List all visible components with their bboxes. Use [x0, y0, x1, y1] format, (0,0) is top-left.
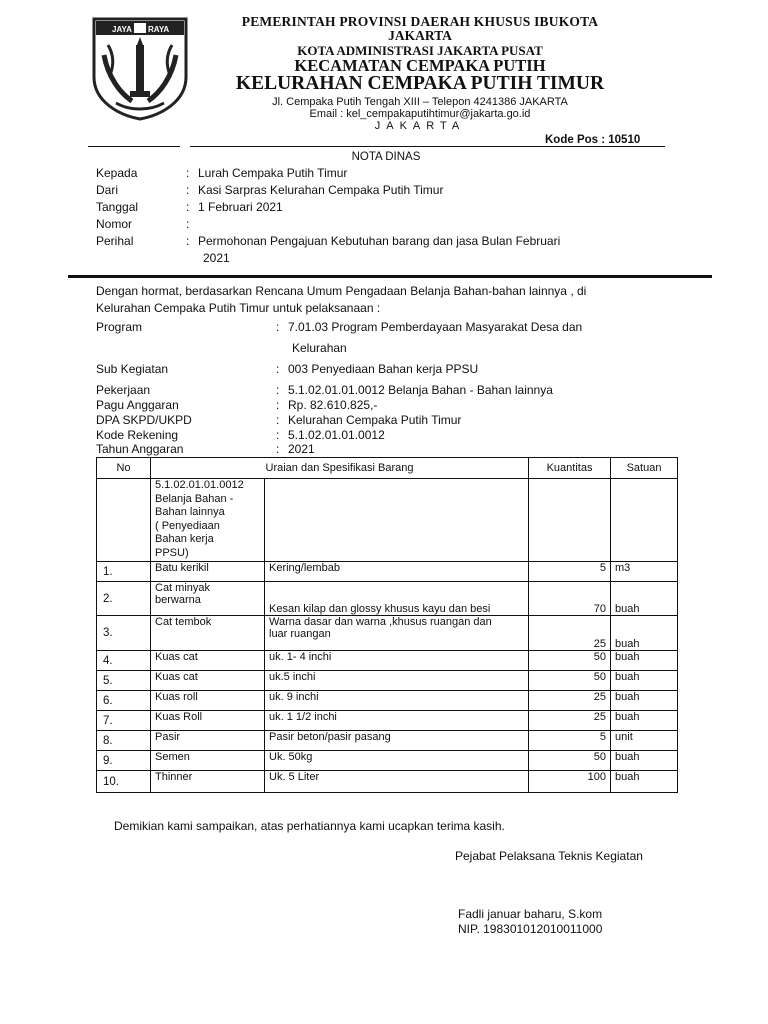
row-spec: Uk. 50kg [265, 751, 529, 771]
row-spec: uk. 1- 4 inchi [265, 651, 529, 671]
row-spec: Uk. 5 Liter [265, 771, 529, 793]
row-qty: 25 [529, 711, 611, 731]
row-item: Kuas cat [151, 671, 265, 691]
rule-left [88, 146, 180, 147]
letterhead-kecamatan: KECAMATAN CEMPAKA PUTIH [294, 56, 546, 75]
letterhead-kelurahan: KELURAHAN CEMPAKA PUTIH TIMUR [235, 73, 605, 94]
row-no: 8. [97, 731, 151, 751]
table-header-row [97, 458, 678, 479]
table-row [97, 751, 678, 771]
letterhead-address: Jl. Cempaka Putih Tengah XIII – Telepon 4241386 JAKARTA [272, 96, 568, 108]
table-row [97, 562, 678, 582]
row-unit: buah [611, 751, 678, 771]
program-colon: : [276, 398, 280, 412]
memo-colon: : [186, 166, 190, 180]
row-item: Kuas roll [151, 691, 265, 711]
memo-colon: : [186, 200, 190, 214]
row-no: 6. [97, 691, 151, 711]
row-spec: uk. 1 1/2 inchi [265, 711, 529, 731]
tahun-label: Tahun Anggaran [96, 442, 184, 456]
table-row [97, 691, 678, 711]
program-colon: : [276, 413, 280, 427]
items-table [96, 457, 678, 793]
rule-right [190, 146, 665, 147]
signer-name: Fadli januar baharu, S.kom [458, 907, 603, 921]
group-line: Bahan kerja [155, 533, 214, 545]
row-qty: 5 [529, 731, 611, 751]
memo-label-tanggal: Tanggal [96, 200, 139, 214]
group-line: 5.1.02.01.01.0012 [155, 479, 244, 491]
row-spec-line: luar ruangan [269, 628, 331, 640]
row-unit: unit [611, 731, 678, 751]
group-line: PPSU) [155, 546, 189, 559]
program-colon: : [276, 362, 280, 376]
letterhead-line-3: KOTA ADMINISTRASI JAKARTA PUSAT [297, 43, 543, 58]
dpa-value: Kelurahan Cempaka Putih Timur [288, 413, 462, 427]
memo-title: NOTA DINAS [351, 151, 421, 163]
row-item-line: Cat minyak [155, 582, 211, 594]
header-satuan: Satuan [611, 458, 678, 479]
opening-line-1: Dengan hormat, berdasarkan Rencana Umum Pengadaan Belanja Bahan-bahan lainnya , di [96, 284, 587, 298]
table-row [97, 616, 678, 651]
header-no: No [97, 458, 151, 479]
row-spec: uk. 9 inchi [265, 691, 529, 711]
row-qty: 50 [529, 751, 611, 771]
pagu-value: Rp. 82.610.825,- [288, 398, 378, 412]
row-qty: 70 [529, 582, 611, 616]
row-item: Batu kerikil [151, 562, 265, 582]
header-kuantitas: Kuantitas [529, 458, 611, 479]
row-unit: buah [611, 691, 678, 711]
row-item: Kuas Roll [151, 711, 265, 731]
emblem-text-right: RAYA [148, 25, 170, 34]
kode-rekening-label: Kode Rekening [96, 428, 179, 442]
table-row [97, 771, 678, 793]
group-line: Bahan lainnya [155, 506, 225, 518]
row-no: 3. [97, 616, 151, 651]
row-spec: Pasir beton/pasir pasang [265, 731, 529, 751]
group-line: Belanja Bahan - [155, 492, 234, 505]
signer-position: Pejabat Pelaksana Teknis Kegiatan [455, 849, 643, 863]
group-spec-cell [265, 479, 529, 562]
row-unit: buah [611, 582, 678, 616]
table-row [97, 651, 678, 671]
kode-rekening-value: 5.1.02.01.01.0012 [288, 428, 385, 442]
memo-value-perihal-cont: 2021 [203, 251, 230, 265]
pekerjaan-label: Pekerjaan [96, 383, 151, 397]
program-colon: : [276, 442, 280, 456]
memo-label-kepada: Kepada [96, 166, 138, 180]
memo-label-nomor: Nomor [96, 217, 133, 231]
dpa-label: DPA SKPD/UKPD [96, 413, 192, 427]
program-value: 7.01.03 Program Pemberdayaan Masyarakat Desa dan [288, 320, 583, 334]
postcode: Kode Pos : 10510 [545, 134, 641, 146]
group-no-cell [97, 479, 151, 562]
row-qty: 25 [529, 616, 611, 651]
table-row [97, 711, 678, 731]
program-value-cont: Kelurahan [292, 341, 347, 355]
letterhead-line-1: PEMERINTAH PROVINSI DAERAH KHUSUS IBUKOTA [241, 14, 599, 29]
row-unit: buah [611, 671, 678, 691]
row-qty: 50 [529, 671, 611, 691]
row-spec-line: Warna dasar dan warna ,khusus ruangan dan [269, 616, 492, 628]
program-colon: : [276, 383, 280, 397]
subkegiatan-label: Sub Kegiatan [96, 362, 169, 376]
row-no: 4. [97, 651, 151, 671]
group-qty-cell [529, 479, 611, 562]
memo-colon: : [186, 234, 190, 248]
table-row [97, 582, 678, 616]
table-row [97, 671, 678, 691]
tahun-value: 2021 [288, 442, 315, 456]
row-spec: Kering/lembab [265, 562, 529, 582]
emblem-text-left: JAYA [112, 25, 132, 34]
memo-value-dari: Kasi Sarpras Kelurahan Cempaka Putih Timur [198, 183, 444, 197]
memo-label-perihal: Perihal [96, 234, 134, 248]
row-no: 7. [97, 711, 151, 731]
row-no: 9. [97, 751, 151, 771]
group-line: ( Penyediaan [155, 519, 220, 532]
group-account-cell [151, 479, 265, 562]
memo-colon: : [186, 183, 190, 197]
row-spec: Kesan kilap dan glossy khusus kayu dan besi [265, 582, 529, 616]
row-spec [265, 616, 529, 651]
row-unit: buah [611, 616, 678, 651]
program-colon: : [276, 428, 280, 442]
header-uraian: Uraian dan Spesifikasi Barang [151, 458, 529, 479]
row-unit: buah [611, 711, 678, 731]
row-unit: buah [611, 651, 678, 671]
closing-text: Demikian kami sampaikan, atas perhatiannya kami ucapkan terima kasih. [114, 819, 505, 833]
row-qty: 25 [529, 691, 611, 711]
memo-colon: : [186, 217, 190, 231]
letterhead-line-2: JAKARTA [388, 28, 452, 43]
row-no: 10. [97, 771, 151, 793]
memo-label-dari: Dari [96, 183, 119, 197]
pekerjaan-value: 5.1.02.01.01.0012 Belanja Bahan - Bahan lainnya [288, 383, 553, 397]
memo-value-kepada: Lurah Cempaka Putih Timur [198, 166, 348, 180]
row-item: Kuas cat [151, 651, 265, 671]
pagu-label: Pagu Anggaran [96, 398, 179, 412]
row-item [151, 582, 265, 616]
memo-value-perihal: Permohonan Pengajuan Kebutuhan barang dan jasa Bulan Februari [198, 234, 561, 248]
row-item: Cat tembok [151, 616, 265, 651]
program-colon: : [276, 320, 280, 334]
signer-nip: NIP. 198301012010011000 [458, 922, 603, 936]
opening-line-2: Kelurahan Cempaka Putih Timur untuk pelaksanaan : [96, 301, 381, 315]
jakarta-emblem-logo [90, 15, 190, 121]
letterhead-email: Email : kel_cempakaputihtimur@jakarta.go.id [309, 108, 531, 120]
header-divider [68, 275, 712, 278]
row-no: 5. [97, 671, 151, 691]
row-no: 1. [97, 562, 151, 582]
row-unit: m3 [611, 562, 678, 582]
row-item: Semen [151, 751, 265, 771]
letterhead-city: JAKARTA [374, 120, 466, 132]
memo-value-tanggal: 1 Februari 2021 [198, 200, 283, 214]
row-unit: buah [611, 771, 678, 793]
row-spec: uk.5 inchi [265, 671, 529, 691]
table-group-row [97, 479, 678, 562]
subkegiatan-value: 003 Penyediaan Bahan kerja PPSU [288, 362, 479, 376]
row-no: 2. [97, 582, 151, 616]
row-item: Pasir [151, 731, 265, 751]
row-qty: 50 [529, 651, 611, 671]
row-qty: 100 [529, 771, 611, 793]
program-label: Program [96, 320, 143, 334]
row-item: Thinner [151, 771, 265, 793]
table-row [97, 731, 678, 751]
group-unit-cell [611, 479, 678, 562]
row-item-line: berwarna [155, 594, 201, 606]
row-qty: 5 [529, 562, 611, 582]
